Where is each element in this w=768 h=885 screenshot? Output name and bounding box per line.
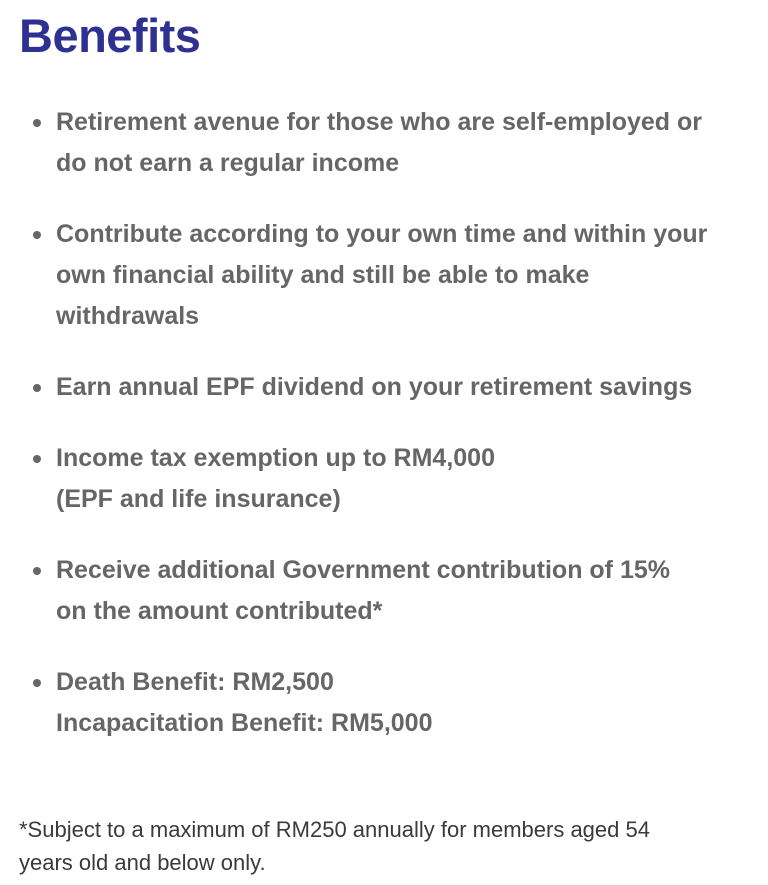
benefit-item-tax-exemption (0, 438, 768, 520)
footnote-line: years old and below only. (19, 850, 266, 875)
benefit-text-line: (EPF and life insurance) (56, 485, 341, 513)
benefit-item-government-contribution (0, 550, 768, 632)
benefit-text-line: do not earn a regular income (56, 149, 400, 177)
bullet-icon (33, 384, 41, 392)
benefit-item-contribute (0, 214, 768, 337)
bullet-icon (33, 679, 41, 687)
bullet-icon (33, 231, 41, 239)
footnote-line: *Subject to a maximum of RM250 annually for members aged 54 (19, 817, 650, 842)
page-title: Benefits (19, 9, 201, 62)
benefits-list (0, 102, 768, 774)
footnote (19, 813, 650, 879)
benefit-text-line: withdrawals (56, 302, 200, 330)
benefit-text-line: Death Benefit: RM2,500 (56, 668, 334, 696)
benefit-text-line: own financial ability and still be able to make (56, 261, 590, 289)
benefit-text-line: Income tax exemption up to RM4,000 (56, 444, 495, 472)
bullet-icon (33, 567, 41, 575)
benefit-item-self-employed (0, 102, 768, 184)
benefit-item-death-incapacitation (0, 662, 768, 744)
benefit-text-line: Contribute according to your own time and within your (56, 220, 708, 248)
benefit-text-line: on the amount contributed* (56, 597, 383, 625)
benefit-item-dividend (0, 367, 768, 408)
benefit-text-line: Incapacitation Benefit: RM5,000 (56, 709, 433, 737)
bullet-icon (33, 455, 41, 463)
benefit-text-line: Earn annual EPF dividend on your retirement savings (56, 373, 693, 401)
bullet-icon (33, 119, 41, 127)
benefit-text-line: Retirement avenue for those who are self-employed or (56, 108, 702, 136)
benefit-text-line: Receive additional Government contribution of 15% (56, 556, 670, 584)
